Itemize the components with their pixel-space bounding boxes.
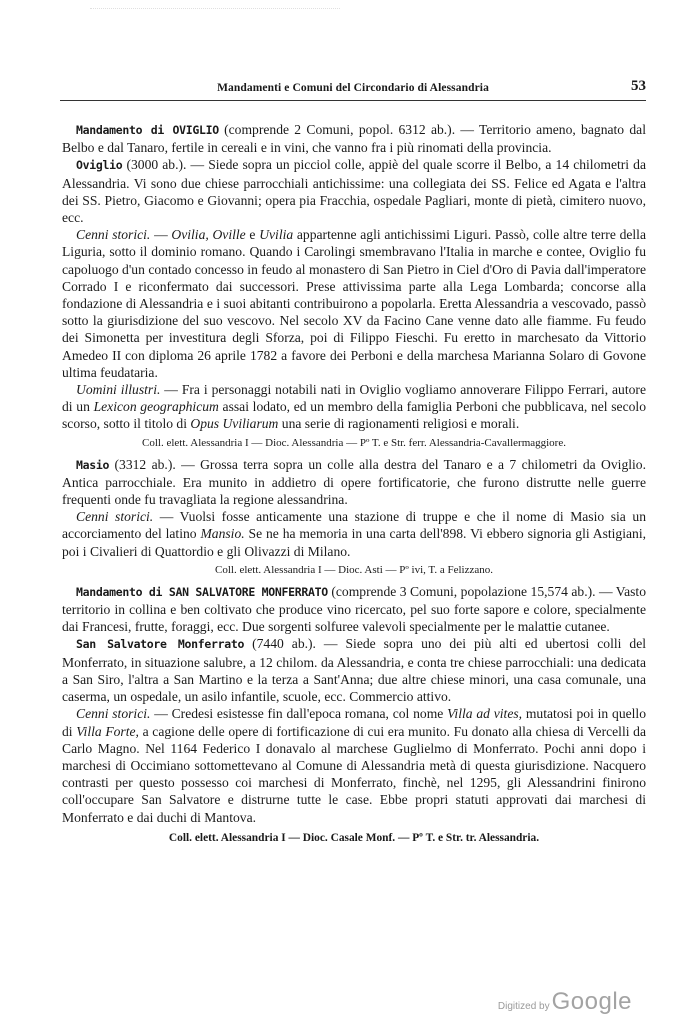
watermark-prefix: Digitized by	[497, 1001, 550, 1012]
page-body	[62, 121, 646, 851]
entry-text: — Vuolsi fosse anticamente una stazione di truppe e che il nome di Masio sia un accorciamento del latino	[62, 509, 646, 542]
paragraph-masio	[62, 456, 646, 509]
entry-heading: Oviglio	[76, 158, 123, 173]
section-label: Cenni storici.	[76, 227, 151, 243]
paragraph-masio-storici	[62, 508, 646, 560]
entry-text: Se ne ha memoria in una carta dell'898. Vi ebbero signoria gli Astigiani, poi i Civalieri di Quattordio e gli Olivazzi di Milano.	[62, 526, 646, 559]
latin-name: Uvilia	[259, 227, 294, 243]
entry-text: una serie di ragionamenti religiosi e morali.	[278, 416, 520, 432]
scan-artifact	[90, 0, 340, 9]
work-title: Lexicon geographicum	[93, 399, 219, 415]
section-label: Uomini illustri.	[76, 382, 161, 398]
entry-text: (3000 ab.). — Siede sopra un picciol colle, appiè del quale scorre il Belbo, a 14 chilometri da Alessandria. Vi sono due chiese parrocchiali antichissime: una collegiata dei SS. Felice ed Agata e l'altra dei SS. Pietro, Giacomo e Giovanni; opera pia Fracchia, ospedale Pagliari, monte di pietà, cimitero nuovo, ecc.	[62, 157, 646, 226]
header-title: Mandamenti e Comuni del Circondario di Alessandria	[217, 82, 489, 94]
page-number: 53	[631, 78, 646, 94]
section-label: Cenni storici.	[76, 509, 154, 525]
running-header	[60, 80, 646, 100]
entry-heading: San Salvatore Monferrato	[76, 637, 245, 652]
paragraph-san-salvatore-storici	[62, 705, 646, 825]
entry-heading: Masio	[76, 457, 110, 472]
paragraph-san-salvatore	[62, 635, 646, 705]
paragraph-oviglio-uomini	[62, 381, 646, 433]
entry-footer-oviglio: Coll. elett. Alessandria I — Dioc. Alessandria — Pº T. e Str. ferr. Alessandria-Cavallermaggiore.	[142, 436, 566, 449]
entry-footer-masio: Coll. elett. Alessandria I — Dioc. Asti — Pº ivi, T. a Felizzano.	[215, 563, 493, 576]
entry-heading: Mandamento di OVIGLIO	[76, 123, 219, 137]
section-label: Cenni storici.	[76, 706, 151, 722]
paragraph-mandamento-san-salvatore	[62, 583, 646, 636]
paragraph-oviglio	[62, 156, 646, 226]
latin-name: Villa ad vites,	[447, 706, 523, 722]
entry-footer-san-salvatore: Coll. elett. Alessandria I — Dioc. Casale Monf. — Pº T. e Str. tr. Alessandria.	[168, 831, 540, 844]
latin-name: Villa Forte,	[76, 723, 139, 739]
entry-text: a cagione delle opere di fortificazione di cui era munito. Fu donato alla chiesa di Vercelli da Carlo Magno. Nel 1164 Federico I donavalo al marchese Guglielmo di Monferrato. Pochi anni dopo i marchesi di Occimiano sottomettevano al Comune di Alessandria metà di questa giurisdizione. Nacquero contrasti per questo possesso coi marchesi di Monferrato, finchè, nel 1295, gli Alessandrini finirono coll'occupare San Salvatore e distrurne tutte le case. Ebbe propri statuti approvati dai marchesi di Monferrato e dai duchi di Mantova.	[62, 723, 646, 825]
entry-text: — Credesi esistesse fin dall'epoca romana, col nome	[150, 706, 448, 722]
paragraph-mandamento-oviglio	[62, 121, 646, 156]
entry-text: mutatosi poi in quello di	[62, 706, 646, 739]
entry-text: (comprende 2 Comuni, popol. 6312 ab.). — Territorio ameno, bagnato dal Belbo e dal Tanaro, fertile in cereali e in vini, che vanno fra i più rinomati della provincia.	[62, 122, 646, 156]
entry-text: — Fra i personaggi notabili nati in Oviglio vogliamo annoverare Filippo Ferrari, autore di un	[62, 382, 646, 415]
paragraph-oviglio-storici	[62, 226, 646, 381]
entry-text: assai lodato, ed un membro della famiglia Perboni che pubblicava, nel secolo scorso, sotto il titolo di	[62, 399, 646, 432]
latin-name: Ovilia, Oville	[171, 227, 246, 243]
entry-text: e	[245, 227, 260, 243]
entry-text: appartenne agli antichissimi Liguri. Passò, colle altre terre della Liguria, sotto il dominio romano. Quando i Carolingi smembravano l'Italia in marche e contee, Oviglio fu capoluogo d'un contado concesso in feudo al monastero di San Pietro in Ciel d'Oro di Pavia dall'imperatore Corrado I e riconfermato dai successori. Prese attivissima parte alla Lega Lombarda; concorse alla fondazione di Alessandria e i suoi abitanti contribuirono a popolarla. Eretta Alessandria a vescovado, passò sotto la giurisdizione del suo vescovo. Nel secolo XV da Facino Cane venne dato alle fiamme. Fu feudo dei Simonetta per investitura degli Sforza, poi di Filippo Fieschi. Fu eretto in marchesato da Vittorio Amedeo II con diploma 26 aprile 1782 a favore dei Perboni e della marchesa Marianna Solaro di Govone ultima feudataria.	[62, 227, 646, 380]
entry-heading: Mandamento di SAN SALVATORE MONFERRATO	[76, 584, 328, 599]
header-rule	[60, 100, 646, 101]
entry-text: —	[150, 227, 172, 243]
entry-text: (comprende 3 Comuni, popolazione 15,574 ab.). — Vasto territorio in collina e ben coltivato che produce vino ricercato, pel suo forte sapore e colore, specialmente dai Francesi, frutte, foraggi, ecc. Due sorgenti solfuree valevoli specialmente per le malattie cutanee.	[62, 583, 646, 635]
entry-text: (3312 ab.). — Grossa terra sopra un colle alla destra del Tanaro e a 7 chilometri da Oviglio. Antica parrocchiale. Era munito in addietro di opere fortificatorie, che furono distrutte nelle guerre frequenti onde fu travagliata la regione alessandrina.	[62, 456, 646, 508]
latin-name: Mansio.	[200, 526, 245, 542]
digitized-watermark	[498, 988, 632, 1016]
google-logo: Google	[551, 988, 632, 1015]
work-title: Opus Uviliarum	[190, 416, 279, 432]
entry-text: (7440 ab.). — Siede sopra uno dei più alti ed ubertosi colli del Monferrato, in situazione salubre, a 12 chilom. da Alessandria, e conta tre chiese parrocchiali: una dedicata a San Siro, l'altra a San Martino e la terza a Sant'Anna; due altre chiese minori, una casa comunale, una caserma, un ospedale, un asilo infantile, scuole, ecc. Commercio attivo.	[62, 636, 646, 705]
